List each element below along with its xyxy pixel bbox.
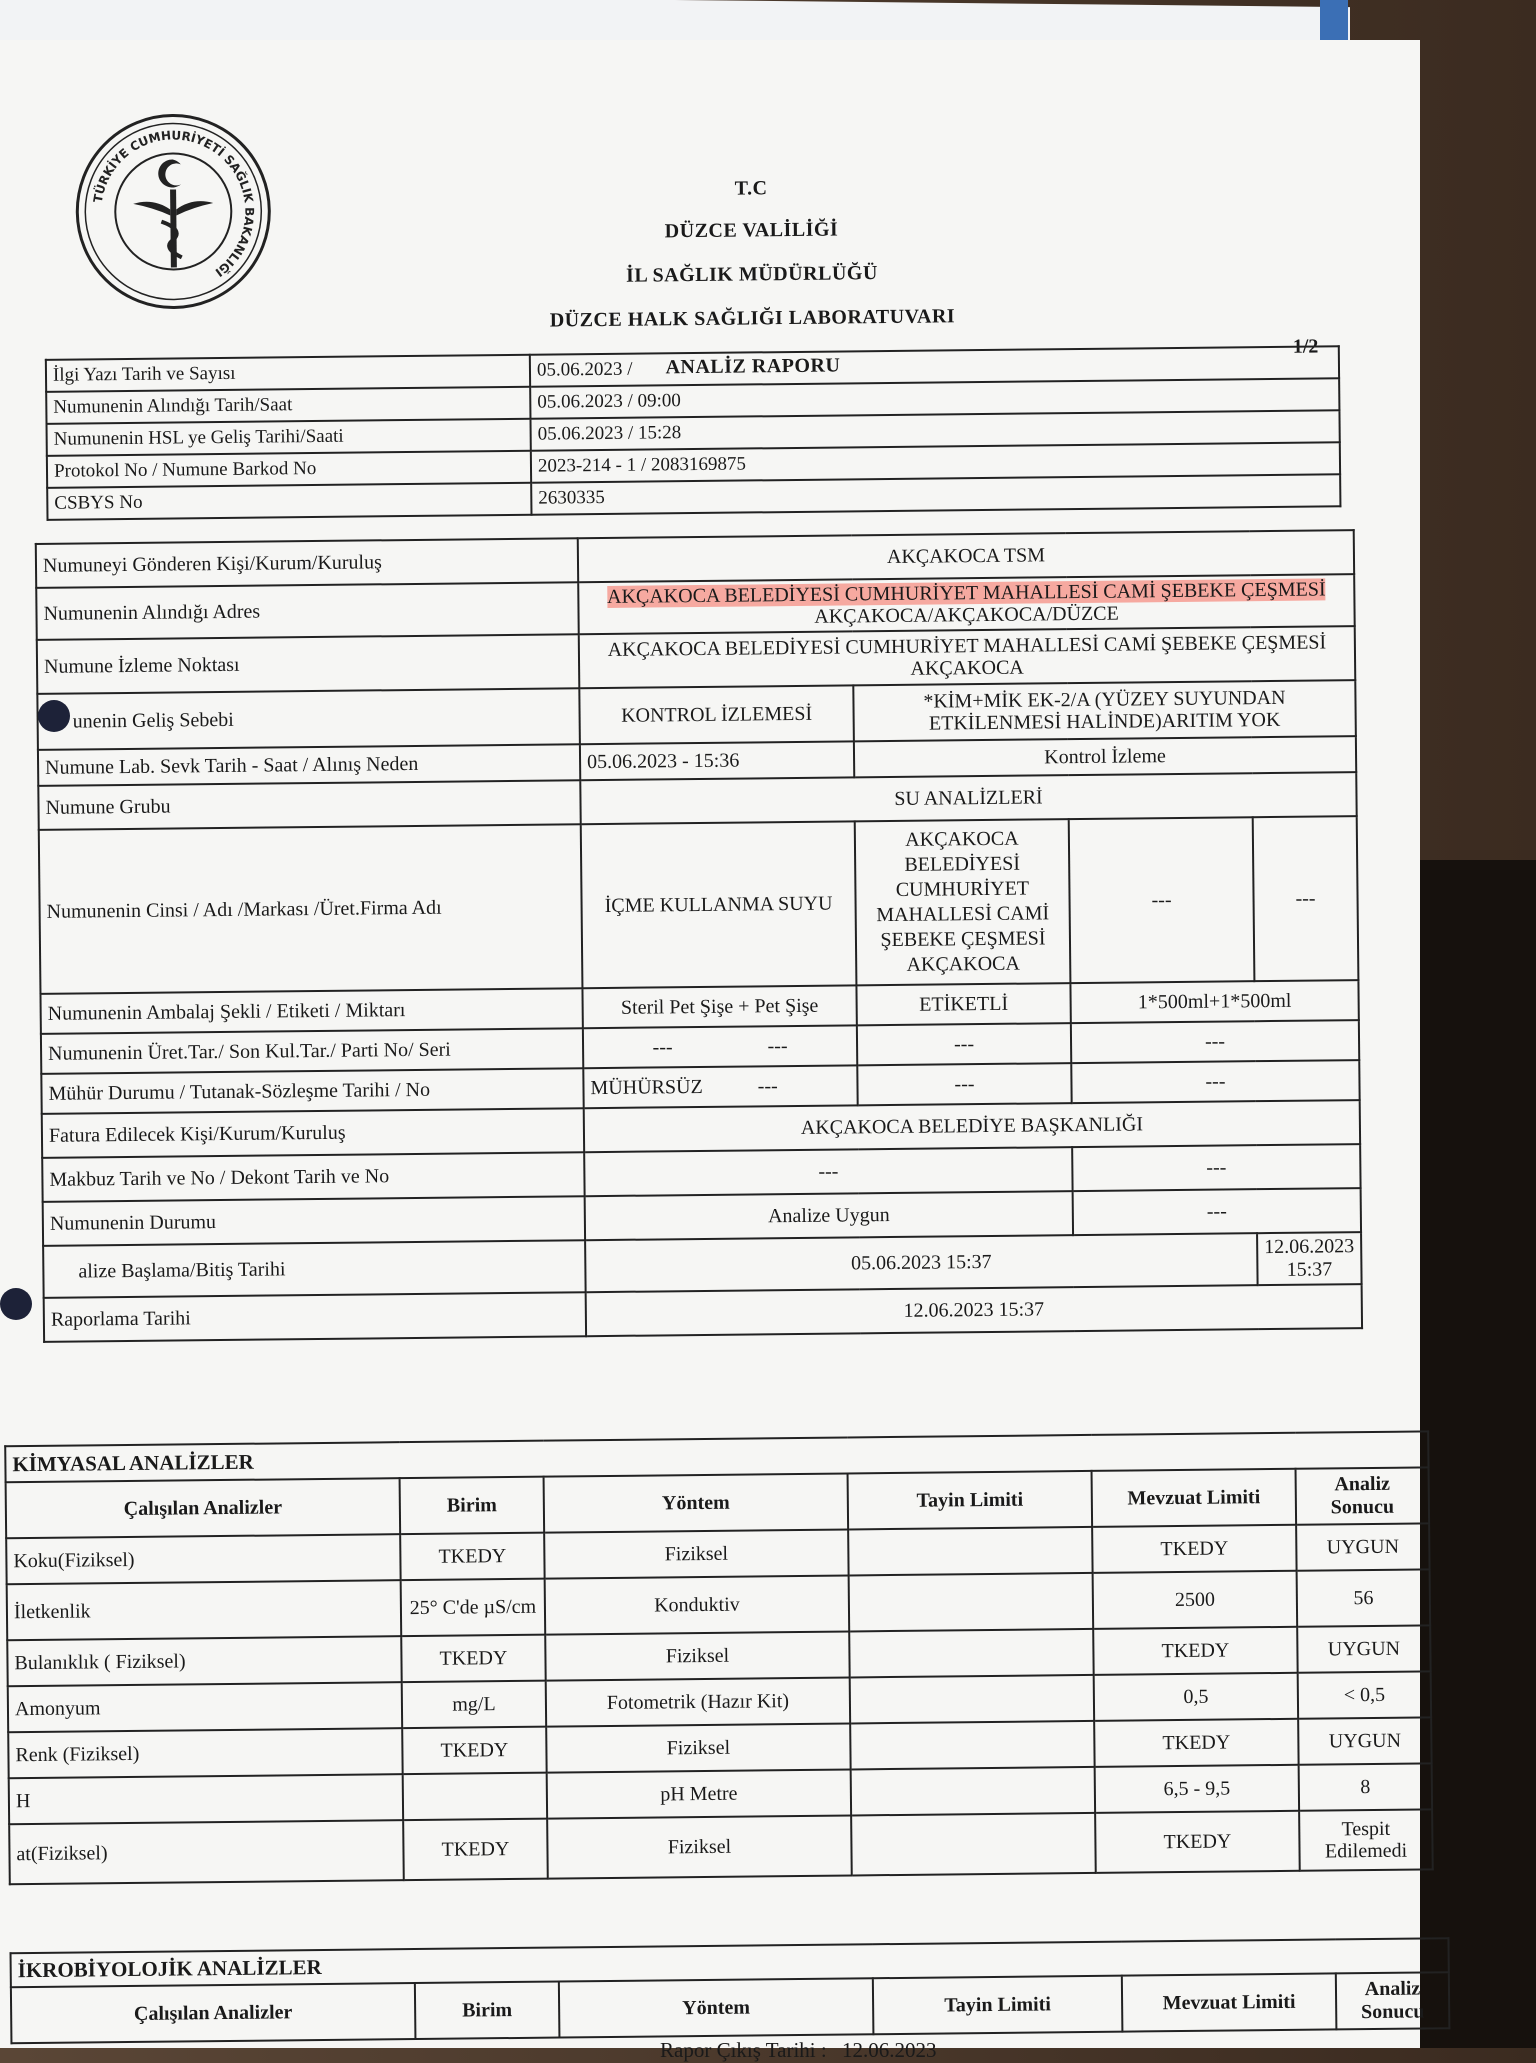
table-row: Bulanıklık ( Fiziksel) TKEDY Fiziksel TKEDY UYGUN	[7, 1625, 1430, 1686]
report-sheet	[0, 40, 1425, 2062]
redaction-dot	[0, 1288, 32, 1320]
report-content	[0, 33, 1431, 2056]
table-row: Numune Grubu SU ANALİZLERİ	[38, 772, 1356, 830]
table-row: Numunenin Cinsi / Adı /Markası /Üret.Firma Adı İÇME KULLANMA SUYU AKÇAKOCA BELEDİYESİ CUMHURİYET MAHALLESİ CAMİ ŞEBEKE ÇEŞMESİ AKÇAKOCA --- ---	[39, 816, 1359, 994]
table-header-row: Çalışılan Analizler Birim Yöntem Tayin Limiti Mevzuat Limiti Analiz Sonucu	[11, 1972, 1450, 2043]
header-laboratory: DÜZCE HALK SAĞLIĞI LABORATUVARI	[549, 305, 956, 332]
table-row: Numunenin Durumu Analize Uygun ---	[43, 1188, 1361, 1246]
report-output-date: Rapor Çıkış Tarihi : 12.06.2023	[660, 2038, 937, 2062]
page-number: 1/2	[1292, 335, 1319, 358]
table-row: Amonyum mg/L Fotometrik (Hazır Kit) 0,5 < 0,5	[8, 1671, 1431, 1732]
table-row: Mühür Durumu / Tutanak-Sözleşme Tarihi / No MÜHÜRSÜZ --- --- ---	[41, 1060, 1359, 1114]
table-row: at(Fiziksel) TKEDY Fiziksel TKEDY Tespit Edilemedi	[9, 1809, 1433, 1884]
table-row: Fatura Edilecek Kişi/Kurum/Kuruluş AKÇAKOCA BELEDİYE BAŞKANLIĞI	[42, 1100, 1360, 1158]
table-row: unenin Geliş Sebebi KONTROL İZLEMESİ *KİM+MİK EK-2/A (YÜZEY SUYUNDAN ETKİLENMESİ HALİNDE)ARITIM YOK	[37, 680, 1356, 750]
table-header-row: Çalışılan Analizler Birim Yöntem Tayin Limiti Mevzuat Limiti Analiz Sonucu	[6, 1467, 1430, 1538]
table-row: Protokol No / Numune Barkod No 2023-214 - 1 / 2083169875	[47, 442, 1340, 488]
table-row: Numunenin Alındığı Tarih/Saat 05.06.2023 / 09:00	[46, 378, 1339, 424]
table-row: H pH Metre 6,5 - 9,5 8	[9, 1763, 1432, 1824]
reference-info-table	[45, 345, 1342, 521]
chemical-analyses-table	[4, 1430, 1434, 1885]
table-row: Makbuz Tarih ve No / Dekont Tarih ve No --- ---	[42, 1144, 1360, 1202]
header-report-title: ANALİZ RAPORU	[665, 354, 841, 379]
section-title: KİMYASAL ANALİZLER	[5, 1431, 1428, 1482]
highlighted-address: AKÇAKOCA BELEDİYESİ CUMHURİYET MAHALLESİ CAMİ ŞEBEKE ÇEŞMESİ	[606, 578, 1326, 608]
table-row: Numune İzleme Noktası AKÇAKOCA BELEDİYESİ CUMHURİYET MAHALLESİ CAMİ ŞEBEKE ÇEŞMESİ AKÇAKOCA	[37, 626, 1355, 694]
table-row: Numune Lab. Sevk Tarih - Saat / Alınış Neden 05.06.2023 - 15:36 Kontrol İzleme	[38, 736, 1356, 786]
table-row: Numunenin Alındığı Adres AKÇAKOCA BELEDİYESİ CUMHURİYET MAHALLESİ CAMİ ŞEBEKE ÇEŞMESİ AKÇAKOCA/AKÇAKOCA/DÜZCE	[36, 574, 1354, 640]
redaction-dot	[38, 700, 70, 732]
header-directorate: İL SAĞLIK MÜDÜRLÜĞÜ	[625, 262, 878, 287]
ministry-seal-icon	[72, 110, 274, 312]
table-row: CSBYS No 2630335	[47, 474, 1340, 520]
table-row: Numunenin HSL ye Geliş Tarihi/Saati 05.06.2023 / 15:28	[47, 410, 1340, 456]
section-title: İKROBİYOLOJİK ANALİZLER	[11, 1938, 1449, 1987]
microbiological-analyses-table	[10, 1937, 1451, 2044]
table-row: Koku(Fiziksel) TKEDY Fiziksel TKEDY UYGUN	[6, 1523, 1429, 1584]
header-tc: T.C	[734, 177, 768, 200]
table-row: İlgi Yazı Tarih ve Sayısı 05.06.2023 /	[46, 346, 1339, 392]
header-governorship: DÜZCE VALİLİĞİ	[664, 218, 839, 243]
table-row: Renk (Fiziksel) TKEDY Fiziksel TKEDY UYGUN	[8, 1717, 1431, 1778]
table-row: Raporlama Tarihi 12.06.2023 15:37	[44, 1284, 1362, 1342]
table-row: alize Başlama/Bitiş Tarihi 05.06.2023 15:37 12.06.2023 15:37	[43, 1232, 1361, 1298]
table-row: Numunenin Ambalaj Şekli / Etiketi / Miktarı Steril Pet Şişe + Pet Şişe ETİKETLİ 1*500ml+1*500ml	[40, 980, 1358, 1034]
table-row: Numunenin Üret.Tar./ Son Kul.Tar./ Parti No/ Seri --- --- --- ---	[41, 1020, 1359, 1074]
sample-details-table	[35, 529, 1363, 1343]
seal-text: TÜRKİYE CUMHURİYETİ SAĞLIK BAKANLIĞI	[90, 128, 257, 280]
table-row: Numuneyi Gönderen Kişi/Kurum/Kuruluş AKÇAKOCA TSM	[36, 530, 1354, 588]
table-row: İletkenlik 25° C'de µS/cm Konduktiv 2500 56	[7, 1569, 1431, 1640]
